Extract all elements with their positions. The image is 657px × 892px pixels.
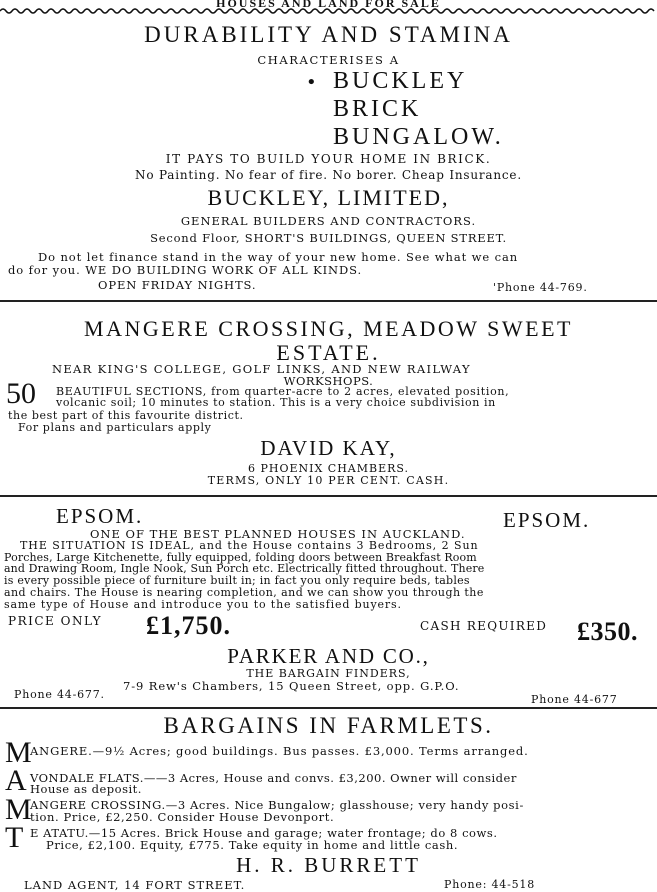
ad3-tagline: ONE OF THE BEST PLANNED HOUSES IN AUCKLAND.	[90, 527, 466, 541]
ad4-footer-right: Phone: 44-518	[444, 878, 536, 891]
ad3-body-line-4: is every possible piece of furniture built in; in fact you only require beds, tables	[4, 574, 470, 587]
ad1-company: BUCKLEY, LIMITED,	[207, 185, 450, 210]
ad2-near: NEAR KING'S COLLEGE, GOLF LINKS, AND NEW RAILWAY	[52, 362, 471, 376]
ad3-body-line-3: and Drawing Room, Ingle Nook, Sun Porch etc. Electrically fitted throughout. There	[4, 562, 485, 575]
ad1-title-line-1: BUCKLEY	[333, 68, 468, 94]
ad1-body-line-1: Do not let finance stand in the way of your new home. See what we can	[38, 250, 519, 264]
ad2-line-4: For plans and particulars apply	[18, 421, 212, 434]
ad1-headline: DURABILITY AND STAMINA	[144, 22, 513, 47]
ad3-address: 7-9 Rew's Chambers, 15 Queen Street, opp. G.P.O.	[123, 679, 460, 693]
divider-3	[0, 707, 657, 709]
listing-line-1: ANGERE CROSSING.—3 Acres. Nice Bungalow; glasshouse; very handy posi-	[30, 798, 524, 812]
ad3-phone-left: Phone 44-677.	[14, 688, 105, 701]
listing-line-1: E ATATU.—15 Acres. Brick House and garage; water frontage; do 8 cows.	[30, 826, 498, 840]
ad2-line-3: the best part of this favourite district.	[8, 409, 244, 422]
divider-1	[0, 300, 657, 302]
ad3-cash-label: CASH REQUIRED	[420, 619, 548, 633]
ad3-price-label: PRICE ONLY	[8, 614, 103, 628]
ad1-body-line-2: do for you. WE DO BUILDING WORK OF ALL KINDS.	[8, 263, 363, 277]
ad2-headline-line-2: ESTATE.	[276, 340, 381, 365]
ad2-line-1: BEAUTIFUL SECTIONS, from quarter-acre to 2 acres, elevated position,	[56, 385, 510, 398]
ad4-footer-left: LAND AGENT, 14 FORT STREET.	[24, 878, 246, 892]
ad2-agent: DAVID KAY,	[260, 436, 397, 460]
ad2-headline-line-1: MANGERE CROSSING, MEADOW SWEET	[84, 316, 573, 341]
ad1-slogan: IT PAYS TO BUILD YOUR HOME IN BRICK.	[165, 152, 492, 166]
ad3-price: £1,750.	[146, 611, 231, 640]
ad3-phone-right: Phone 44-677	[531, 693, 618, 706]
ad2-number: 50	[6, 377, 36, 410]
ad1-phone: 'Phone 44-769.	[493, 281, 588, 294]
ad3-company: PARKER AND CO.,	[227, 644, 430, 668]
ad1-address: Second Floor, SHORT'S BUILDINGS, QUEEN STREET.	[150, 231, 507, 245]
ad1-bullet: •	[306, 72, 317, 93]
section-header: HOUSES AND LAND FOR SALE	[216, 0, 441, 10]
ad2-near-2: WORKSHOPS.	[283, 374, 374, 388]
listing-line-2: tion. Price, £2,250. Consider House Devonport.	[30, 810, 335, 824]
ad2-terms: TERMS, ONLY 10 PER CENT. CASH.	[207, 474, 450, 487]
listing-initial: T	[5, 821, 24, 854]
ad3-cash: £350.	[577, 617, 638, 646]
ad3-body-line-2: Porches, Large Kitchenette, fully equipped, folding doors between Breakfast Room	[4, 551, 477, 564]
listing-line-2: Price, £2,100. Equity, £775. Take equity in home and little cash.	[46, 838, 459, 852]
ad1-subheading: CHARACTERISES A	[257, 53, 400, 67]
ad1-features: No Painting. No fear of fire. No borer. Cheap Insurance.	[135, 168, 522, 182]
divider-2	[0, 495, 657, 497]
ad4-headline: BARGAINS IN FARMLETS.	[163, 713, 494, 738]
listing-initial: A	[5, 764, 27, 797]
ad1-title-line-3: BUNGALOW.	[333, 124, 504, 150]
ad2-line-2: volcanic soil; 10 minutes to station. This is a very choice subdivision in	[56, 396, 496, 409]
header-wavy-rule	[0, 7, 657, 15]
listing-line-1: VONDALE FLATS.——3 Acres, House and convs. £3,200. Owner will consider	[30, 771, 517, 785]
listing-initial: M	[5, 736, 32, 769]
ad3-place-left: EPSOM.	[56, 504, 144, 528]
ad1-open-hours: OPEN FRIDAY NIGHTS.	[98, 278, 257, 292]
ad3-body-line-6: same type of House and introduce you to the satisfied buyers.	[4, 598, 402, 611]
ad2-address: 6 PHOENIX CHAMBERS.	[247, 462, 410, 475]
ad1-role: GENERAL BUILDERS AND CONTRACTORS.	[180, 214, 477, 228]
ad4-agent: H. R. BURRETT	[236, 853, 421, 877]
listing-line-2: House as deposit.	[30, 782, 142, 796]
ad3-body-line-1: THE SITUATION IS IDEAL, and the House contains 3 Bedrooms, 2 Sun	[20, 539, 479, 552]
listing-initial: M	[5, 793, 32, 826]
listing-line-1: ANGERE.—9½ Acres; good buildings. Bus passes. £3,000. Terms arranged.	[30, 744, 529, 758]
ad3-body-line-5: and chairs. The House is nearing completion, and we can show you through the	[4, 586, 484, 599]
ad3-place-right: EPSOM.	[503, 508, 591, 532]
ad1-title-line-2: BRICK	[333, 96, 422, 122]
ad3-company-sub: THE BARGAIN FINDERS,	[246, 667, 411, 680]
